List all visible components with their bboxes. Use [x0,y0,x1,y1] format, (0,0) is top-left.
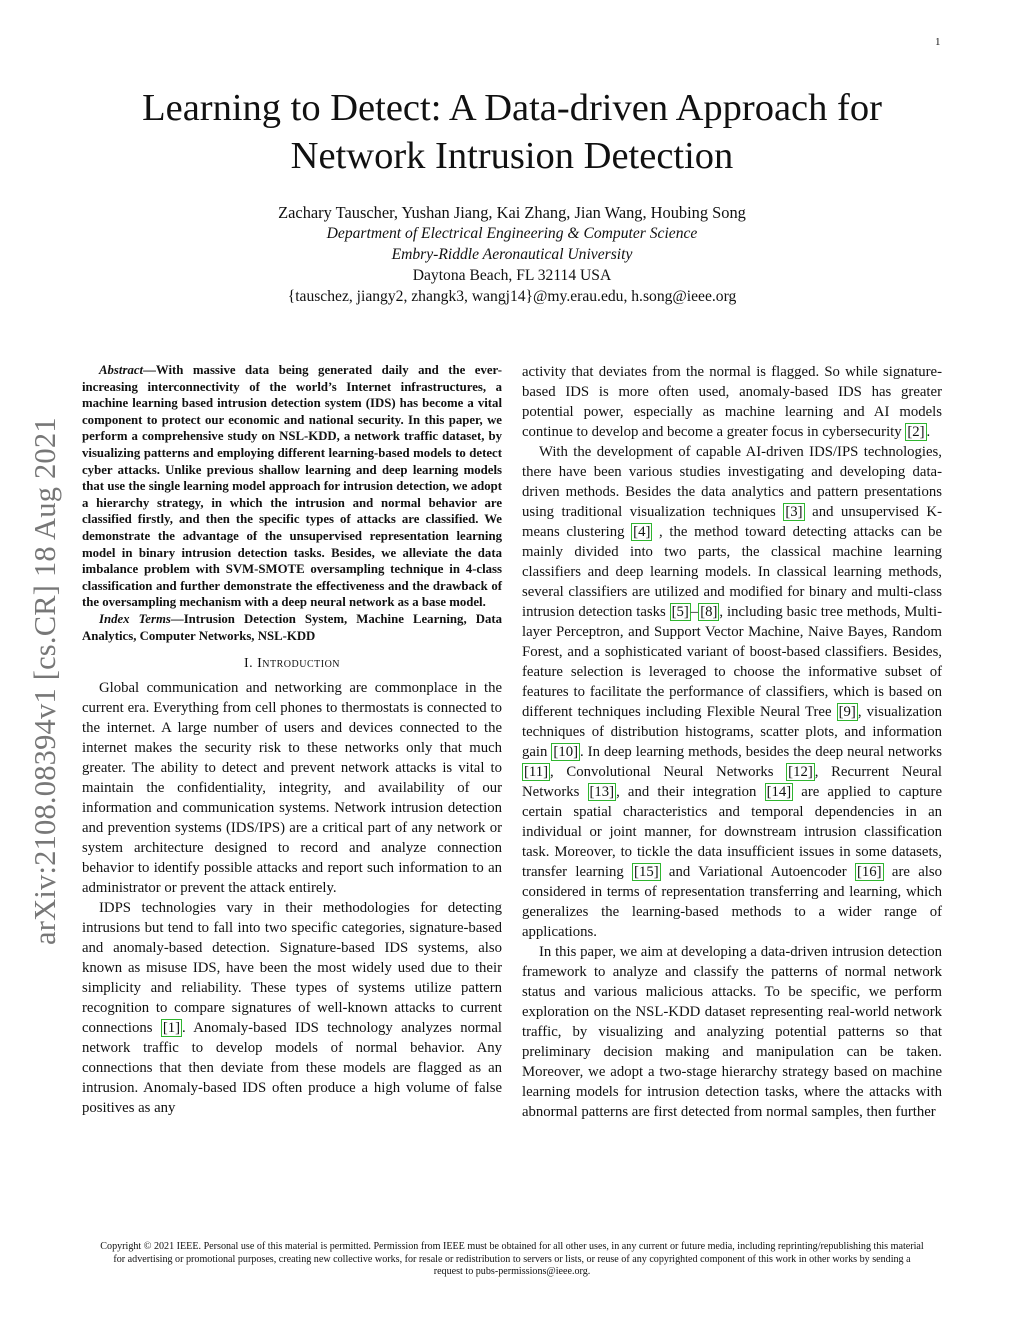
citation-link[interactable]: [13] [589,784,615,800]
right-paragraph-1: activity that deviates from the normal is flagged. So while signature-based IDS is more often used, anomaly-based IDS has greater potential power, especially as machine learning and AI models continue to develop and become a greater focus in cybersecurity [2] . [522,364,942,440]
author-names: Zachary Tauscher, Yushan Jiang, Kai Zhang, Jian Wang, Houbing Song [278,203,746,222]
citation-link[interactable]: [1] [162,1020,181,1037]
copyright-notice: Copyright © 2021 IEEE. Personal use of this material is permitted. Permission from IEEE must be obtained for all other uses, in any current or future media, including reprinting/republishing this material for advertising or promotional purposes, creating new collective works, for resale or redistribution to servers or lists, or reuse of any copyrighted component of this work in other works by sending a request to pubs-permissions@ieee.org. [100,1241,924,1277]
citation-link[interactable]: [12] [788,764,813,780]
affiliation-university: Embry-Riddle Aeronautical University [391,246,633,263]
right-paragraph-3: In this paper, we aim at developing a data-driven intrusion detection framework to analyze and classify the patterns of normal network status and various malicious attacks. To be specific, we perform exploration on the NSL-KDD dataset representing real-world network traffic, by visualizing and analyzing potential patterns so that preliminary decision making and manipulation can be taken. Moreover, we adopt a two-stage hierarchy strategy based on machine learning models for intrusion detection tasks, where the attacks with abnormal patterns are first detected from normal samples, then further [522,944,942,1120]
title-line-1: Learning to Detect: A Data-driven Approach for [142,87,882,129]
author-block [90,202,934,307]
citation-link[interactable]: [14] [766,784,792,800]
citation-link[interactable]: [16] [857,864,882,880]
citation-link[interactable]: [9] [838,704,856,720]
section-heading-introduction: I. Introduction [243,656,341,672]
citation-link[interactable]: [2] [907,424,925,440]
intro-paragraph-1: Global communication and networking are commonplace in the current era. Everything from cell phones to thermostats is connected to the internet. A large number of users and devices connected to the internet makes the security risk to these networks only that much greater. The ability to detect and prevent network attacks is vital to maintain the confidentiality, integrity, and availability of our information and communication systems. Network intrusion detection and prevention systems (IDS/IPS) are a critical part of any network or system architecture designed to record and analyze connection behavior to identify possible attacks and report such information to an administrator or prevent the attack entirely. [82,680,502,897]
index-terms-label: Index Terms [99,611,171,626]
citation-link[interactable]: [5] [671,604,689,620]
abstract-text: —With massive data being generated daily and the ever-increasing interconnectivity of the world’s Internet infrastructures, a machine learning based intrusion detection system (IDS) has become a vital component to protect our economic and national security. In this paper, we perform a comprehensive study on NSL-KDD, a network traffic dataset, by visualizing patterns and employing different learning-based models to detect cyber attacks. Unlike previous shallow learning and deep learning models that use the single learning model approach for intrusion detection, we adopt a hierarchy strategy, in which the intrusion and normal behavior are classified firstly, and then the specific types of attacks are classified. We demonstrate the advantage of the unsupervised representation learning model in binary intrusion detection tasks. Besides, we alleviate the data imbalance problem with SVM-SMOTE oversampling technique in 4-class classification and further demonstrate the effectiveness and the drawback of the oversampling mechanism with a deep neural network as a base model. [82,363,502,610]
paper-title [90,84,934,180]
citation-link[interactable]: [4] [633,524,651,540]
citation-link[interactable]: [15] [634,864,659,880]
intro-paragraph-2: IDPS technologies vary in their methodologies for detecting intrusions but tend to fall into two specific categories, signature-based and anomaly-based detection. Signature-based IDS systems, also known as misuse IDS, have been the most widely used due to their simplicity and reliability. These types of systems utilize pattern recognition to compare signatures of well-known attacks to current connections [1] . Anomaly-based IDS technology analyzes normal network traffic to develop models of normal behavior. Any connections that then deviate from these models are flagged as an intrusion. Anomaly-based IDS often produce a high volume of false positives as any [82,900,502,1117]
author-emails: {tauschez, jiangy2, zhangk3, wangj14}@my.erau.edu, h.song@ieee.org [287,288,737,305]
citation-link[interactable]: [8] [700,604,718,620]
right-column [522,362,942,1122]
affiliation-department: Department of Electrical Engineering & Computer Science [326,225,698,242]
citation-link[interactable]: [10] [553,744,578,760]
abstract-label: Abstract [99,363,144,377]
left-column [82,362,502,1118]
citation-link[interactable]: [3] [785,504,803,520]
arxiv-stamp: arXiv:2108.08394v1 [cs.CR] 18 Aug 2021 [28,417,62,945]
title-line-2: Network Intrusion Detection [290,135,734,177]
affiliation-city: Daytona Beach, FL 32114 USA [412,267,612,284]
abstract [82,362,502,644]
page-number: 1 [935,36,941,48]
right-paragraph-2: With the development of capable AI-driven IDS/IPS technologies, there have been various studies investigating and developing data-driven methods. Besides the data analytics and pattern presentations using traditional visualization techniques [3] and unsupervised K-means clustering [4] , the method toward detecting attacks can be mainly divided into two parts, the classical machine learning classifiers and deep learning models. In classical learning methods, several classifiers are utilized and modified for binary and multi-class intrusion detection tasks [5] – [8] , including basic tree methods, Multilayer Perceptron, and Support Vector Machine, Naive Bayes, Random Forest, and a sophisticated variant of boost-based classifiers. Besides, feature selection is leveraged to choose the informative subset of features to facilitate the performance of classifiers, which is based on different techniques including Flexible Neural Tree [9] , visualization techniques of distribution histograms, scatter plots, and information gain [10] . In deep learning methods, besides the deep neural networks [11] , Convolutional Neural Networks [12] , Recurrent Neural Networks [13] , and their integration [14] are applied to capture certain spatial characteristics and temporal dependencies in an individual or joint manner, for downstream intrusion classification task. Moreover, to tickle the data insufficient issues in some datasets, transfer learning [15] and Variational Autoencoder [16] are also considered in terms of representation transferring and learning, which generalizes the learning-based methods to a wider range of applications. [522,444,943,940]
index-terms-text: —Intrusion Detection System, Machine Learning, Data Analytics, Computer Networks, NSL-KDD [82,611,503,643]
citation-link[interactable]: [11] [524,764,549,780]
